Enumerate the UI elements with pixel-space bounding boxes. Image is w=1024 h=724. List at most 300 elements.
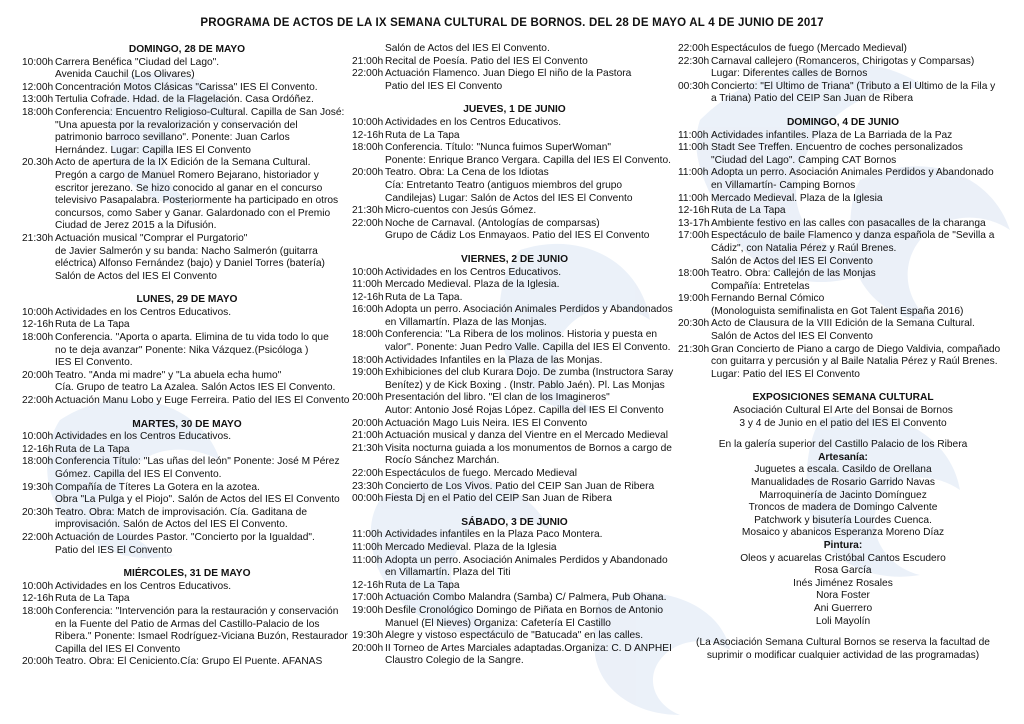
event-time: 20:00h (22, 656, 54, 668)
event-row (352, 292, 677, 305)
event-continuation (678, 68, 1008, 81)
event-row (22, 606, 352, 619)
event-time: 22:00h (678, 43, 710, 54)
indent (22, 469, 55, 482)
event-text: Pregón a cargo de Manuel Romero Bejarano, historiador y (55, 169, 319, 181)
event-row (22, 82, 352, 95)
indent (22, 519, 55, 532)
indent (678, 155, 711, 168)
exhibition-line: Manualidades de Rosario Garrido Navas (750, 477, 936, 488)
event-text: Carrera Benéfica "Ciudad del Lago". (55, 56, 220, 68)
event-row (678, 142, 1008, 155)
event-text: Actividades en los Centros Educativos. (55, 431, 232, 443)
event-continuation (22, 220, 352, 233)
event-text: en Villamartín. Plaza del Titi (385, 567, 511, 579)
event-time: 21:30h (678, 343, 710, 355)
event-text: Acto de Clausura de la VIII Edición de la Semana Cultural. (711, 318, 975, 330)
indent (22, 271, 55, 284)
event-continuation (352, 180, 677, 193)
event-continuation (352, 155, 677, 168)
exhibition-line: Rosa García (814, 565, 872, 577)
event-text: televisivo Pasapalabra. Posteriormente ha participado en otros (55, 195, 339, 207)
indent (22, 195, 55, 208)
event-row (352, 304, 677, 317)
event-continuation (678, 155, 1008, 168)
indent (352, 317, 385, 330)
column-right (678, 43, 1008, 662)
event-text: (Monologuista semifinalista en Got Talent España 2016) (711, 305, 964, 317)
event-text: Actividades infantiles en la Plaza Paco Montera. (385, 529, 603, 541)
event-row (22, 307, 352, 320)
event-text: Actividades en los Centros Educativos. (385, 116, 562, 128)
indent (22, 246, 55, 259)
event-text: Salón de Actos del IES El Convento (711, 331, 873, 343)
event-time: 18:00h (352, 354, 384, 366)
event-row (678, 205, 1008, 218)
indent (352, 43, 385, 56)
event-time: 00:00h (352, 493, 384, 505)
event-text: Manuel (El Nieves) Organiza: Cafetería El Castillo (385, 617, 611, 629)
indent (352, 405, 385, 418)
event-text: Mercado Medieval. Plaza de la Iglesia. (385, 279, 560, 291)
indent (352, 567, 385, 580)
indent (22, 357, 55, 370)
event-text: improvisación. Salón de Actos del IES El Convento. (55, 519, 288, 531)
event-continuation (22, 494, 352, 507)
event-text: Conferencia Título: "Las uñas del león" Ponente: José M Pérez (55, 456, 340, 468)
event-row (352, 481, 677, 494)
event-text: concursos, como Saber y Ganar. Galardonado con el Premio (55, 207, 331, 219)
indent (22, 220, 55, 233)
indent (22, 631, 55, 644)
spacer (678, 628, 1008, 637)
event-row (352, 56, 677, 69)
event-text: patrimonio barroco sevillano". Ponente: Juan Carlos (55, 132, 290, 144)
event-text: Teatro. Obra: El Ceniciento.Cía: Grupo El Puente. AFANAS (55, 656, 323, 668)
event-continuation (22, 69, 352, 82)
event-text: Actividades Infantiles en la Plaza de las Monjas. (385, 354, 603, 366)
event-time: 19:00h (352, 604, 384, 616)
event-text: Compañía de Títeres La Gotera en la azotea. (55, 481, 260, 493)
event-text: Cía: Entretanto Teatro (antiguos miembros del grupo (385, 179, 623, 191)
indent (22, 120, 55, 133)
event-row (22, 233, 352, 246)
event-continuation (678, 369, 1008, 382)
indent (678, 281, 711, 294)
event-time: 16:00h (352, 304, 384, 316)
indent (678, 243, 711, 256)
event-time: 18:00h (22, 605, 54, 617)
event-time: 19:00h (352, 367, 384, 379)
event-text: Ciudad de Jerez 2015 a la Difusión. (55, 220, 217, 232)
indent (22, 208, 55, 221)
indent (352, 455, 385, 468)
event-text: Fernando Bernal Cómico (711, 293, 825, 305)
event-text: Acto de apertura de la IX Edición de la Semana Cultural. (55, 157, 311, 169)
event-text: a Triana) Patio del CEIP San Juan de Ribera (711, 93, 913, 105)
event-text: Visita nocturna guiada a los monumentos de Bornos a cargo de (385, 442, 672, 454)
event-text: Fiesta Dj en el Patio del CEIP San Juan de Ribera (385, 493, 612, 505)
event-row (22, 94, 352, 107)
indent (22, 644, 55, 657)
event-text: Actividades en los Centros Educativos. (385, 266, 562, 278)
event-text: con guitarra y percusión y al Baile Natalia Pérez y Raúl Brenes. (711, 356, 998, 368)
event-text: Patio del IES El Convento (55, 544, 173, 556)
event-time: 11:00h (678, 129, 709, 141)
event-row (352, 267, 677, 280)
event-continuation (22, 132, 352, 145)
event-row (352, 580, 677, 593)
event-text: Teatro. Obra: Match de improvisación. Cía. Gaditana de (55, 506, 307, 518)
exhibition-line: En la galería superior del Castillo Palacio de los Ribera (718, 439, 968, 451)
event-text: Cía. Grupo de teatro La Azalea. Salón Actos IES El Convento. (55, 382, 336, 394)
indent (22, 494, 55, 507)
event-time: 10:00h (22, 431, 54, 443)
exhibition-line: Juguetes a escala. Casildo de Orellana (754, 464, 932, 476)
event-time: 12-16h (678, 205, 710, 217)
event-time: 18:00h (678, 268, 710, 280)
event-continuation (22, 195, 352, 208)
event-row (352, 142, 677, 155)
event-time: 11:00h (352, 554, 383, 566)
event-text: Conferencia: "La Ribera de los molinos. Historia y puesta en (385, 329, 658, 341)
indent (678, 93, 711, 106)
indent (678, 356, 711, 369)
event-text: Concierto de Los Vivos. Patio del CEIP San Juan de Ribera (385, 480, 655, 492)
event-time: 10:00h (22, 56, 54, 68)
exhibition-line: Nora Foster (816, 590, 870, 602)
event-row (22, 370, 352, 383)
event-continuation (22, 382, 352, 395)
event-row (678, 130, 1008, 143)
event-text: Ruta de La Tapa (385, 579, 460, 591)
spacer (352, 506, 677, 517)
event-text: Actuación Mago Luis Neira. IES El Convento (385, 417, 588, 429)
event-continuation (22, 246, 352, 259)
indent (678, 369, 711, 382)
event-continuation (22, 183, 352, 196)
event-row (678, 167, 1008, 180)
event-text: Hernández. Lugar: Capilla IES El Convento (55, 144, 251, 156)
event-row (352, 443, 677, 456)
indent (22, 132, 55, 145)
event-time: 21:30h (352, 442, 384, 454)
indent (352, 655, 385, 668)
event-row (352, 130, 677, 143)
event-time: 21:30h (352, 205, 384, 217)
day-heading: SÁBADO, 3 DE JUNIO (461, 516, 568, 528)
event-text: Autor: Antonio José Rojas López. Capilla del IES El Convento (385, 405, 664, 417)
event-continuation (22, 258, 352, 271)
event-text: Avenida Cauchil (Los Olivares) (55, 69, 195, 81)
exhibition-line: Mosaico y abanicos Esperanza Moreno Díaz (741, 527, 945, 539)
event-time: 17:00h (352, 592, 384, 604)
exhibition-line: (La Asociación Semana Cultural Bornos se reserva la facultad de (696, 637, 990, 649)
event-text: Adopta un perro. Asociación Animales Perdidos y Abandonado (385, 554, 668, 566)
event-row (352, 493, 677, 506)
event-text: Adopta un perro. Asociación Animales Perdidos y Abandonado (711, 167, 994, 179)
event-time: 11:00h (352, 279, 383, 291)
event-continuation (352, 455, 677, 468)
indent (352, 193, 385, 206)
event-time: 21:00h (352, 55, 384, 67)
event-continuation (352, 380, 677, 393)
event-time: 18:00h (22, 456, 54, 468)
event-continuation (352, 618, 677, 631)
indent (22, 69, 55, 82)
event-text: Ruta de La Tapa. (385, 291, 463, 303)
event-text: Teatro. Obra: Callejón de las Monjas (711, 268, 876, 280)
event-row (352, 367, 677, 380)
indent (352, 180, 385, 193)
event-row (352, 529, 677, 542)
event-continuation (22, 271, 352, 284)
indent (352, 342, 385, 355)
event-text: Benítez) y de Kick Boxing . (Instr. Pablo Jaén). Pl. Las Monjas (385, 379, 665, 391)
event-text: Actividades en los Centros Educativos. (55, 580, 232, 592)
event-text: Espectáculos de fuego (Mercado Medieval) (711, 43, 907, 54)
event-text: Actividades infantiles. Plaza de La Barriada de la Paz (711, 129, 953, 141)
exhibition-line: Oleos y acuarelas Cristóbal Cantos Escudero (740, 552, 946, 564)
event-row (22, 157, 352, 170)
exhibition-line: 3 y 4 de Junio en el patio del IES El Convento (739, 417, 947, 429)
event-text: Ruta de La Tapa (711, 205, 786, 217)
indent (352, 230, 385, 243)
event-row (352, 468, 677, 481)
event-text: Salón de Actos del IES El Convento (711, 255, 873, 267)
indent (352, 81, 385, 94)
event-time: 10:00h (352, 116, 384, 128)
event-continuation (22, 519, 352, 532)
day-heading: DOMINGO, 28 DE MAYO (128, 44, 246, 55)
exhibition-line: Patchwork y bisutería Lourdes Cuenca. (754, 514, 932, 526)
indent (22, 619, 55, 632)
event-text: Actuación musical y danza del Vientre en el Mercado Medieval (385, 430, 668, 442)
indent (678, 68, 711, 81)
event-text: en Villamartín. Plaza de las Monjas. (385, 316, 547, 328)
event-text: "Una apuesta por la revalorización y conservación del (55, 119, 298, 131)
event-continuation (22, 545, 352, 558)
event-time: 19:00h (678, 293, 710, 305)
event-time: 19:30h (22, 481, 54, 493)
event-time: 20.30h (22, 157, 54, 169)
exhibition-line: suprimir o modificar cualquier actividad de las programadas) (706, 649, 980, 661)
event-time: 20:00h (352, 392, 384, 404)
event-row (352, 329, 677, 342)
event-time: 19:30h (352, 630, 384, 642)
event-continuation (678, 306, 1008, 319)
event-time: 20:00h (22, 369, 54, 381)
event-text: Grupo de Cádiz Los Enmayaos. Patio del IES El Convento (385, 230, 650, 242)
event-continuation (678, 281, 1008, 294)
indent (678, 256, 711, 269)
event-text: Salón de Actos del IES El Convento (55, 270, 217, 282)
event-row (22, 482, 352, 495)
event-text: Recital de Poesía. Patio del IES El Convento (385, 55, 588, 67)
event-text: Claustro Colegio de la Sangre. (385, 655, 524, 667)
event-time: 12-16h (352, 579, 384, 591)
exhibition-line: Inés Jiménez Rosales (793, 577, 893, 589)
event-row (22, 444, 352, 457)
event-time: 00:30h (678, 80, 710, 92)
event-continuation (352, 342, 677, 355)
event-time: 18:00h (352, 329, 384, 341)
event-time: 20:00h (352, 167, 384, 179)
event-continuation (22, 120, 352, 133)
event-continuation (352, 43, 677, 56)
event-row (22, 431, 352, 444)
event-row (678, 43, 1008, 56)
event-row (352, 592, 677, 605)
indent (352, 618, 385, 631)
event-text: de Javier Salmerón y su banda: Nacho Salmerón (guitarra (55, 245, 318, 257)
spacer (678, 430, 1008, 439)
event-time: 11:00h (352, 529, 383, 541)
event-text: Tertulia Cofrade. Hdad. de la Flagelación. Casa Ordóñez. (55, 94, 314, 106)
event-time: 12:00h (22, 81, 54, 93)
event-continuation (22, 208, 352, 221)
event-row (352, 167, 677, 180)
indent (678, 331, 711, 344)
event-text: Stadt See Treffen. Encuentro de coches personalizados (711, 142, 963, 154)
event-time: 12-16h (22, 593, 54, 605)
event-time: 20:00h (352, 642, 384, 654)
event-text: IES El Convento. (55, 357, 133, 369)
event-text: Ponente: Enrique Branco Vergara. Capilla del IES El Convento. (385, 154, 671, 166)
exhibition-category: Artesanía: (818, 451, 868, 463)
event-row (678, 218, 1008, 231)
event-continuation (22, 357, 352, 370)
event-time: 11:00h (678, 142, 709, 154)
event-row (678, 193, 1008, 206)
event-time: 10:00h (352, 266, 384, 278)
event-continuation (22, 644, 352, 657)
event-text: Presentación del libro. "El clan de los Imagineros" (385, 392, 610, 404)
event-row (22, 581, 352, 594)
event-text: Patio del IES El Convento (385, 80, 503, 92)
event-row (678, 56, 1008, 69)
event-row (352, 605, 677, 618)
event-continuation (352, 317, 677, 330)
event-row (22, 456, 352, 469)
event-row (352, 430, 677, 443)
event-continuation (678, 93, 1008, 106)
event-text: Ribera." Ponente: Ismael Rodríguez-Viciana Buzón, Restaurador (55, 631, 348, 643)
event-text: "Ciudad del Lago". Camping CAT Bornos (711, 154, 897, 166)
event-time: 21:00h (352, 430, 384, 442)
event-text: Desfile Cronológico Domingo de Piñata en Bornos de Antonio (385, 604, 664, 616)
indent (22, 145, 55, 158)
event-text: Mercado Medieval. Plaza de la Iglesia (385, 541, 557, 553)
indent (22, 345, 55, 358)
event-time: 12-16h (352, 129, 384, 141)
event-text: Ruta de La Tapa (55, 593, 130, 605)
event-text: Espectáculo de baile Flamenco y danza española de "Sevilla a (711, 230, 995, 242)
event-continuation (352, 567, 677, 580)
event-row (352, 555, 677, 568)
event-continuation (22, 631, 352, 644)
event-text: Ambiente festivo en las calles con pasacalles de la charanga (711, 217, 986, 229)
event-row (22, 395, 352, 408)
event-text: Actuación Flamenco. Juan Diego El niño de la Pastora (385, 68, 632, 80)
event-text: Adopta un perro. Asociación Animales Perdidos y Abandonados (385, 304, 673, 316)
event-text: Capilla del IES El Convento (55, 643, 181, 655)
event-row (22, 319, 352, 332)
event-row (22, 332, 352, 345)
event-text: Compañía: Entretelas (711, 280, 810, 292)
event-row (352, 392, 677, 405)
event-text: Ruta de La Tapa (55, 319, 130, 331)
event-text: Carnaval callejero (Romanceros, Chirigotas y Comparsas) (711, 55, 975, 67)
event-row (22, 593, 352, 606)
event-text: Conferencia. Título: "Nunca fuimos SuperWoman" (385, 142, 611, 154)
event-continuation (22, 345, 352, 358)
event-time: 20:30h (22, 506, 54, 518)
event-time: 21:30h (22, 232, 54, 244)
column-middle (352, 43, 677, 668)
event-time: 22:00h (352, 468, 384, 479)
event-continuation (352, 655, 677, 668)
event-row (22, 107, 352, 120)
indent (678, 180, 711, 193)
event-text: Actuación Manu Lobo y Euge Ferreira. Patio del IES El Convento (55, 395, 350, 407)
event-time: 22:00h (352, 217, 384, 229)
event-time: 22:00h (352, 68, 384, 80)
event-time: 17:00h (678, 230, 710, 242)
day-heading: MARTES, 30 DE MAYO (132, 418, 242, 430)
indent (22, 382, 55, 395)
indent (22, 170, 55, 183)
day-heading: LUNES, 29 DE MAYO (136, 294, 238, 306)
event-continuation (352, 405, 677, 418)
event-continuation (22, 619, 352, 632)
event-row (352, 418, 677, 431)
event-time: 11:00h (678, 192, 709, 204)
event-row (678, 230, 1008, 243)
event-row (352, 643, 677, 656)
event-row (678, 293, 1008, 306)
event-text: Conferencia: "Intervención para la restauración y conservación (55, 605, 339, 617)
event-text: Ruta de La Tapa (385, 129, 460, 141)
event-continuation (678, 356, 1008, 369)
event-time: 13:00h (22, 94, 54, 106)
exhibition-line: Troncos de madera de Domingo Calvente (748, 502, 938, 514)
exhibition-category: Pintura: (823, 539, 863, 551)
day-heading: JUEVES, 1 DE JUNIO (463, 104, 566, 116)
event-time: 12-16h (352, 291, 384, 303)
event-time: 18:00h (22, 332, 54, 344)
event-continuation (352, 230, 677, 243)
event-text: Actuación de Lourdes Pastor. "Concierto por la Igualdad". (55, 531, 315, 543)
indent (22, 545, 55, 558)
event-time: 20:30h (678, 318, 710, 330)
spacer (352, 93, 677, 104)
event-time: 11:00h (352, 541, 383, 553)
event-time: 10:00h (22, 306, 54, 318)
event-continuation (678, 180, 1008, 193)
event-text: en Villamartín- Camping Bornos (711, 179, 856, 191)
event-text: escritor jerezano. Se hizo conocido al ganar en el concurso (55, 182, 323, 194)
event-continuation (678, 331, 1008, 344)
indent (352, 380, 385, 393)
event-row (22, 656, 352, 669)
event-text: en la Fuente del Patio de Armas del Castillo-Palacio de los (55, 618, 320, 630)
day-heading: VIERNES, 2 DE JUNIO (461, 253, 568, 265)
indent (22, 183, 55, 196)
event-text: Conferencia: Encuentro Religioso-Cultural. Capilla de San José: (55, 106, 345, 118)
event-text: Lugar: Patio del IES El Convento (711, 368, 860, 380)
event-row (352, 279, 677, 292)
